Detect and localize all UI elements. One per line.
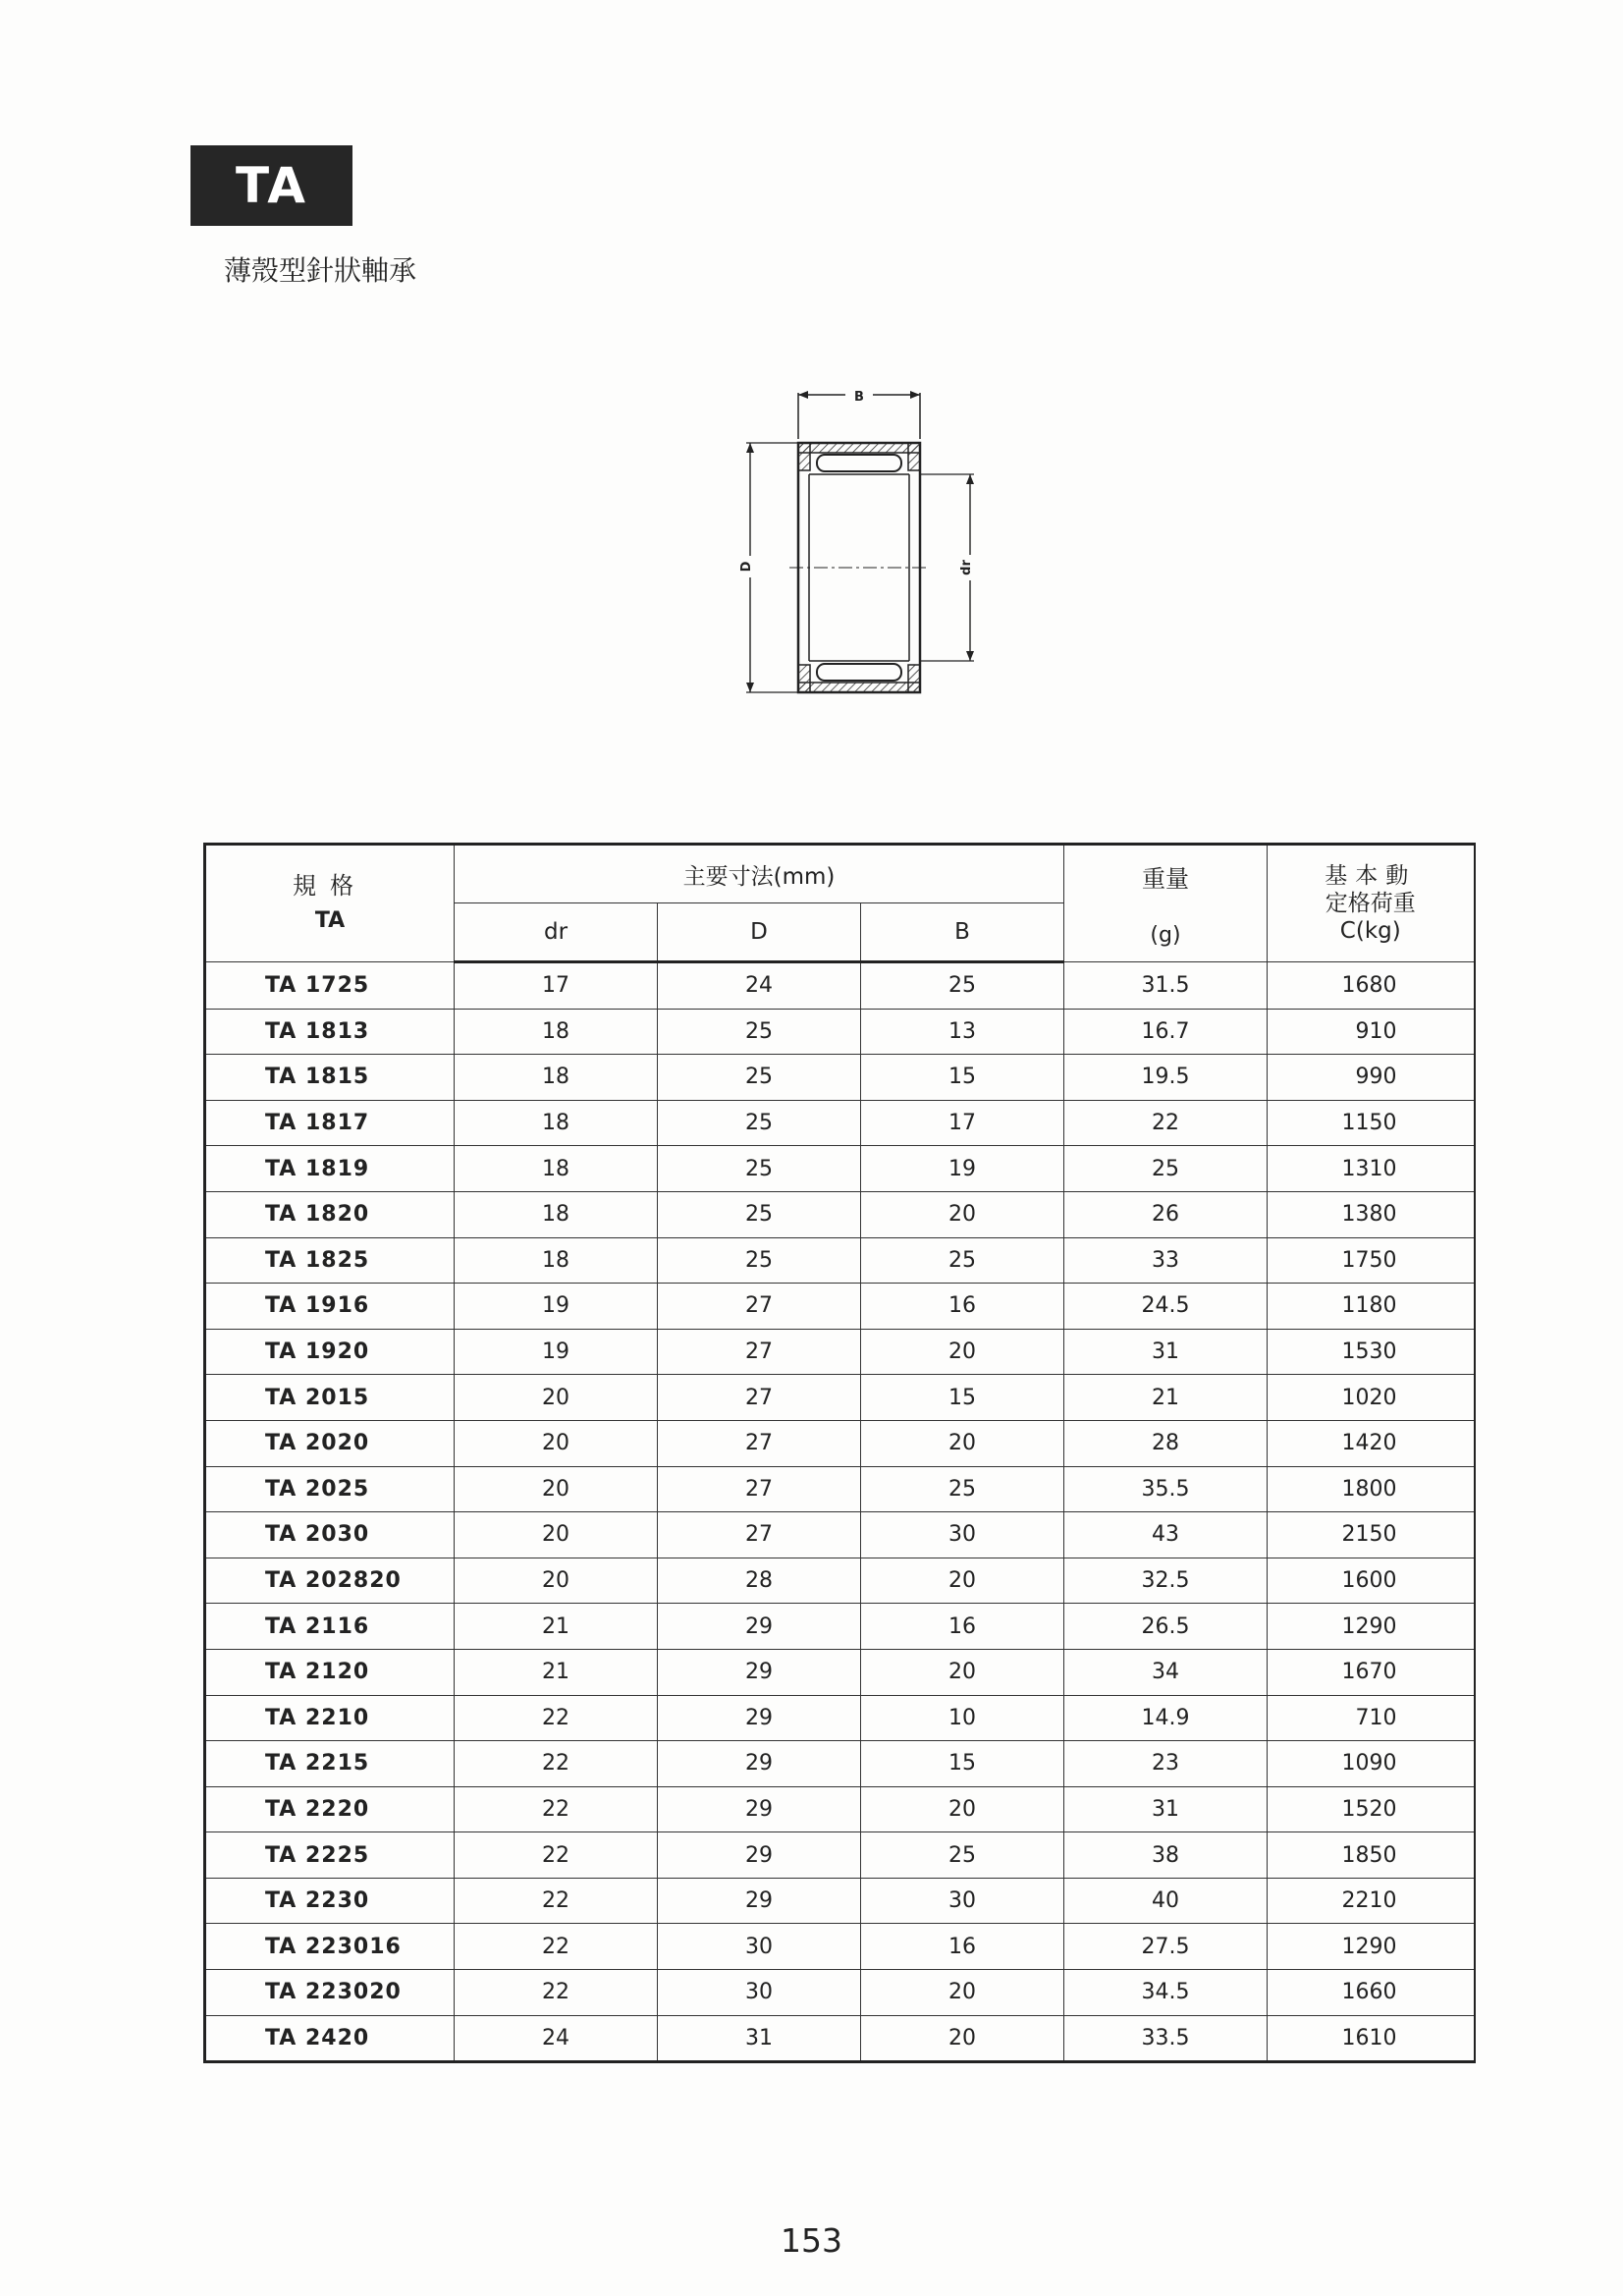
cell-dr: 18: [455, 1009, 658, 1055]
cell-outer-d: 29: [658, 1649, 861, 1695]
cell-model: TA 2420: [205, 2015, 455, 2062]
cell-outer-d: 29: [658, 1832, 861, 1879]
table-row: [205, 1191, 1475, 1237]
cell-outer-d: 25: [658, 1146, 861, 1192]
cell-width-b: 13: [861, 1009, 1064, 1055]
cell-dr: 22: [455, 1741, 658, 1787]
cell-outer-d: 29: [658, 1741, 861, 1787]
header-spec-label: 規格: [293, 872, 367, 900]
cell-dr: 18: [455, 1146, 658, 1192]
table-row: [205, 1420, 1475, 1466]
cell-load: 2150: [1268, 1512, 1475, 1558]
cell-model: TA 1817: [205, 1100, 455, 1146]
cell-load: 1020: [1268, 1375, 1475, 1421]
table-row: [205, 2015, 1475, 2062]
cell-dr: 20: [455, 1375, 658, 1421]
cell-dr: 22: [455, 1970, 658, 2016]
cell-model: TA 2230: [205, 1878, 455, 1924]
cell-dr: 24: [455, 2015, 658, 2062]
cell-model: TA 1819: [205, 1146, 455, 1192]
cell-load: 1750: [1268, 1237, 1475, 1284]
header-spec-series: TA: [314, 908, 346, 933]
table-row: [205, 1558, 1475, 1604]
cell-weight: 21: [1064, 1375, 1268, 1421]
cell-width-b: 20: [861, 1970, 1064, 2016]
cell-weight: 43: [1064, 1512, 1268, 1558]
header-spec: [205, 845, 455, 962]
header-dr: dr: [455, 903, 658, 962]
cell-dr: 18: [455, 1100, 658, 1146]
bearing-spec-table: [203, 843, 1476, 2063]
cell-load: 1610: [1268, 2015, 1475, 2062]
cell-model: TA 1815: [205, 1055, 455, 1101]
cell-weight: 27.5: [1064, 1924, 1268, 1970]
cell-model: TA 1825: [205, 1237, 455, 1284]
cell-model: TA 2025: [205, 1466, 455, 1512]
table-row: [205, 1695, 1475, 1741]
cell-width-b: 15: [861, 1741, 1064, 1787]
cell-outer-d: 28: [658, 1558, 861, 1604]
table-row: [205, 1649, 1475, 1695]
cell-model: TA 1916: [205, 1284, 455, 1330]
cell-weight: 32.5: [1064, 1558, 1268, 1604]
cell-outer-d: 25: [658, 1191, 861, 1237]
table-row: [205, 1284, 1475, 1330]
cell-model: TA 2120: [205, 1649, 455, 1695]
cell-dr: 19: [455, 1284, 658, 1330]
header-d: D: [658, 903, 861, 962]
cell-weight: 31: [1064, 1329, 1268, 1375]
cell-weight: 24.5: [1064, 1284, 1268, 1330]
cell-dr: 22: [455, 1695, 658, 1741]
cell-weight: 31: [1064, 1786, 1268, 1832]
cell-outer-d: 27: [658, 1375, 861, 1421]
cell-outer-d: 30: [658, 1924, 861, 1970]
cell-outer-d: 25: [658, 1237, 861, 1284]
cell-width-b: 20: [861, 1558, 1064, 1604]
cell-dr: 22: [455, 1924, 658, 1970]
cell-width-b: 16: [861, 1284, 1064, 1330]
cell-outer-d: 27: [658, 1284, 861, 1330]
cell-width-b: 10: [861, 1695, 1064, 1741]
header-weight-label: 重量: [1142, 865, 1189, 893]
cell-outer-d: 25: [658, 1100, 861, 1146]
cell-width-b: 25: [861, 1466, 1064, 1512]
cell-outer-d: 29: [658, 1878, 861, 1924]
cell-width-b: 25: [861, 1237, 1064, 1284]
cell-model: TA 2220: [205, 1786, 455, 1832]
cell-model: TA 2015: [205, 1375, 455, 1421]
cell-outer-d: 27: [658, 1420, 861, 1466]
cell-model: TA 223016: [205, 1924, 455, 1970]
cell-weight: 26: [1064, 1191, 1268, 1237]
cell-width-b: 16: [861, 1604, 1064, 1650]
table-row: [205, 1832, 1475, 1879]
cell-outer-d: 29: [658, 1786, 861, 1832]
cell-dr: 22: [455, 1786, 658, 1832]
cell-dr: 20: [455, 1558, 658, 1604]
cell-weight: 22: [1064, 1100, 1268, 1146]
cell-dr: 18: [455, 1191, 658, 1237]
cell-width-b: 25: [861, 1832, 1064, 1879]
cell-load: 1290: [1268, 1604, 1475, 1650]
table-row: [205, 1375, 1475, 1421]
header-weight: [1064, 845, 1268, 962]
cell-width-b: 20: [861, 1191, 1064, 1237]
cell-load: 1290: [1268, 1924, 1475, 1970]
cell-dr: 20: [455, 1512, 658, 1558]
cell-load: 1530: [1268, 1329, 1475, 1375]
cell-width-b: 15: [861, 1375, 1064, 1421]
table-row: [205, 1604, 1475, 1650]
cell-width-b: 20: [861, 1786, 1064, 1832]
table-row: [205, 962, 1475, 1010]
cell-width-b: 20: [861, 1420, 1064, 1466]
cell-weight: 33.5: [1064, 2015, 1268, 2062]
cell-outer-d: 24: [658, 962, 861, 1010]
table-row: [205, 1512, 1475, 1558]
cell-load: 1420: [1268, 1420, 1475, 1466]
cell-load: 910: [1268, 1009, 1475, 1055]
cell-outer-d: 27: [658, 1329, 861, 1375]
cell-weight: 40: [1064, 1878, 1268, 1924]
series-subtitle: 薄殼型針狀軸承: [224, 254, 417, 287]
table-row: [205, 1466, 1475, 1512]
cell-outer-d: 29: [658, 1604, 861, 1650]
header-b: B: [861, 903, 1064, 962]
cell-model: TA 2030: [205, 1512, 455, 1558]
cell-width-b: 25: [861, 962, 1064, 1010]
table-row: [205, 1009, 1475, 1055]
table-row: [205, 1786, 1475, 1832]
cell-weight: 31.5: [1064, 962, 1268, 1010]
cell-weight: 35.5: [1064, 1466, 1268, 1512]
cell-weight: 23: [1064, 1741, 1268, 1787]
table-body: [205, 962, 1475, 2062]
cell-dr: 22: [455, 1878, 658, 1924]
cell-weight: 25: [1064, 1146, 1268, 1192]
table-row: [205, 1237, 1475, 1284]
cell-dr: 22: [455, 1832, 658, 1879]
cell-model: TA 223020: [205, 1970, 455, 2016]
cell-width-b: 20: [861, 1649, 1064, 1695]
table-row: [205, 1924, 1475, 1970]
cell-dr: 20: [455, 1466, 658, 1512]
cell-load: 1090: [1268, 1741, 1475, 1787]
cell-width-b: 19: [861, 1146, 1064, 1192]
cell-dr: 18: [455, 1055, 658, 1101]
cell-model: TA 202820: [205, 1558, 455, 1604]
cell-weight: 38: [1064, 1832, 1268, 1879]
table-row: [205, 1329, 1475, 1375]
cell-dr: 21: [455, 1649, 658, 1695]
cell-weight: 16.7: [1064, 1009, 1268, 1055]
cell-dr: 21: [455, 1604, 658, 1650]
label-d: D: [739, 561, 754, 573]
header-weight-unit: (g): [1150, 923, 1181, 948]
label-b: B: [854, 390, 864, 405]
cell-model: TA 1920: [205, 1329, 455, 1375]
cell-load: 710: [1268, 1695, 1475, 1741]
header-load-line2: 定格荷重: [1325, 891, 1416, 916]
cell-model: TA 2020: [205, 1420, 455, 1466]
table-row: [205, 1878, 1475, 1924]
cell-model: TA 1725: [205, 962, 455, 1010]
cell-outer-d: 25: [658, 1009, 861, 1055]
cell-weight: 34: [1064, 1649, 1268, 1695]
cell-width-b: 17: [861, 1100, 1064, 1146]
table-row: [205, 1146, 1475, 1192]
cell-weight: 28: [1064, 1420, 1268, 1466]
cell-dr: 18: [455, 1237, 658, 1284]
header-load-line1: 基本動: [1325, 863, 1417, 889]
cell-load: 1520: [1268, 1786, 1475, 1832]
cell-outer-d: 29: [658, 1695, 861, 1741]
cell-load: 1600: [1268, 1558, 1475, 1604]
cell-outer-d: 27: [658, 1466, 861, 1512]
header-load-line3: C(kg): [1339, 918, 1401, 944]
cell-load: 1800: [1268, 1466, 1475, 1512]
cell-width-b: 16: [861, 1924, 1064, 1970]
cell-load: 1380: [1268, 1191, 1475, 1237]
cell-load: 1180: [1268, 1284, 1475, 1330]
cell-width-b: 30: [861, 1878, 1064, 1924]
cell-width-b: 15: [861, 1055, 1064, 1101]
cell-load: 1150: [1268, 1100, 1475, 1146]
cell-load: 1670: [1268, 1649, 1475, 1695]
cell-load: 1310: [1268, 1146, 1475, 1192]
cell-load: 1660: [1268, 1970, 1475, 2016]
series-badge: TA: [190, 145, 352, 226]
cell-model: TA 2116: [205, 1604, 455, 1650]
cell-model: TA 2210: [205, 1695, 455, 1741]
cell-dr: 19: [455, 1329, 658, 1375]
bearing-diagram: [727, 378, 992, 712]
cell-model: TA 2225: [205, 1832, 455, 1879]
cell-weight: 26.5: [1064, 1604, 1268, 1650]
cell-outer-d: 31: [658, 2015, 861, 2062]
cell-load: 990: [1268, 1055, 1475, 1101]
page-number: 153: [781, 2221, 842, 2260]
cell-weight: 33: [1064, 1237, 1268, 1284]
cell-load: 1850: [1268, 1832, 1475, 1879]
header-load: [1268, 845, 1475, 962]
table-row: [205, 1741, 1475, 1787]
cell-outer-d: 30: [658, 1970, 861, 2016]
cell-model: TA 1820: [205, 1191, 455, 1237]
cell-load: 2210: [1268, 1878, 1475, 1924]
cell-model: TA 1813: [205, 1009, 455, 1055]
cell-width-b: 20: [861, 1329, 1064, 1375]
table-row: [205, 1055, 1475, 1101]
cell-outer-d: 25: [658, 1055, 861, 1101]
table-row: [205, 1100, 1475, 1146]
cell-dr: 20: [455, 1420, 658, 1466]
cell-dr: 17: [455, 962, 658, 1010]
label-dr: dr: [959, 560, 974, 575]
cell-load: 1680: [1268, 962, 1475, 1010]
cell-width-b: 30: [861, 1512, 1064, 1558]
table-row: [205, 1970, 1475, 2016]
header-dimensions: 主要寸法(mm): [455, 845, 1064, 903]
cell-outer-d: 27: [658, 1512, 861, 1558]
cell-weight: 14.9: [1064, 1695, 1268, 1741]
cell-weight: 19.5: [1064, 1055, 1268, 1101]
cell-width-b: 20: [861, 2015, 1064, 2062]
cell-weight: 34.5: [1064, 1970, 1268, 2016]
cell-model: TA 2215: [205, 1741, 455, 1787]
